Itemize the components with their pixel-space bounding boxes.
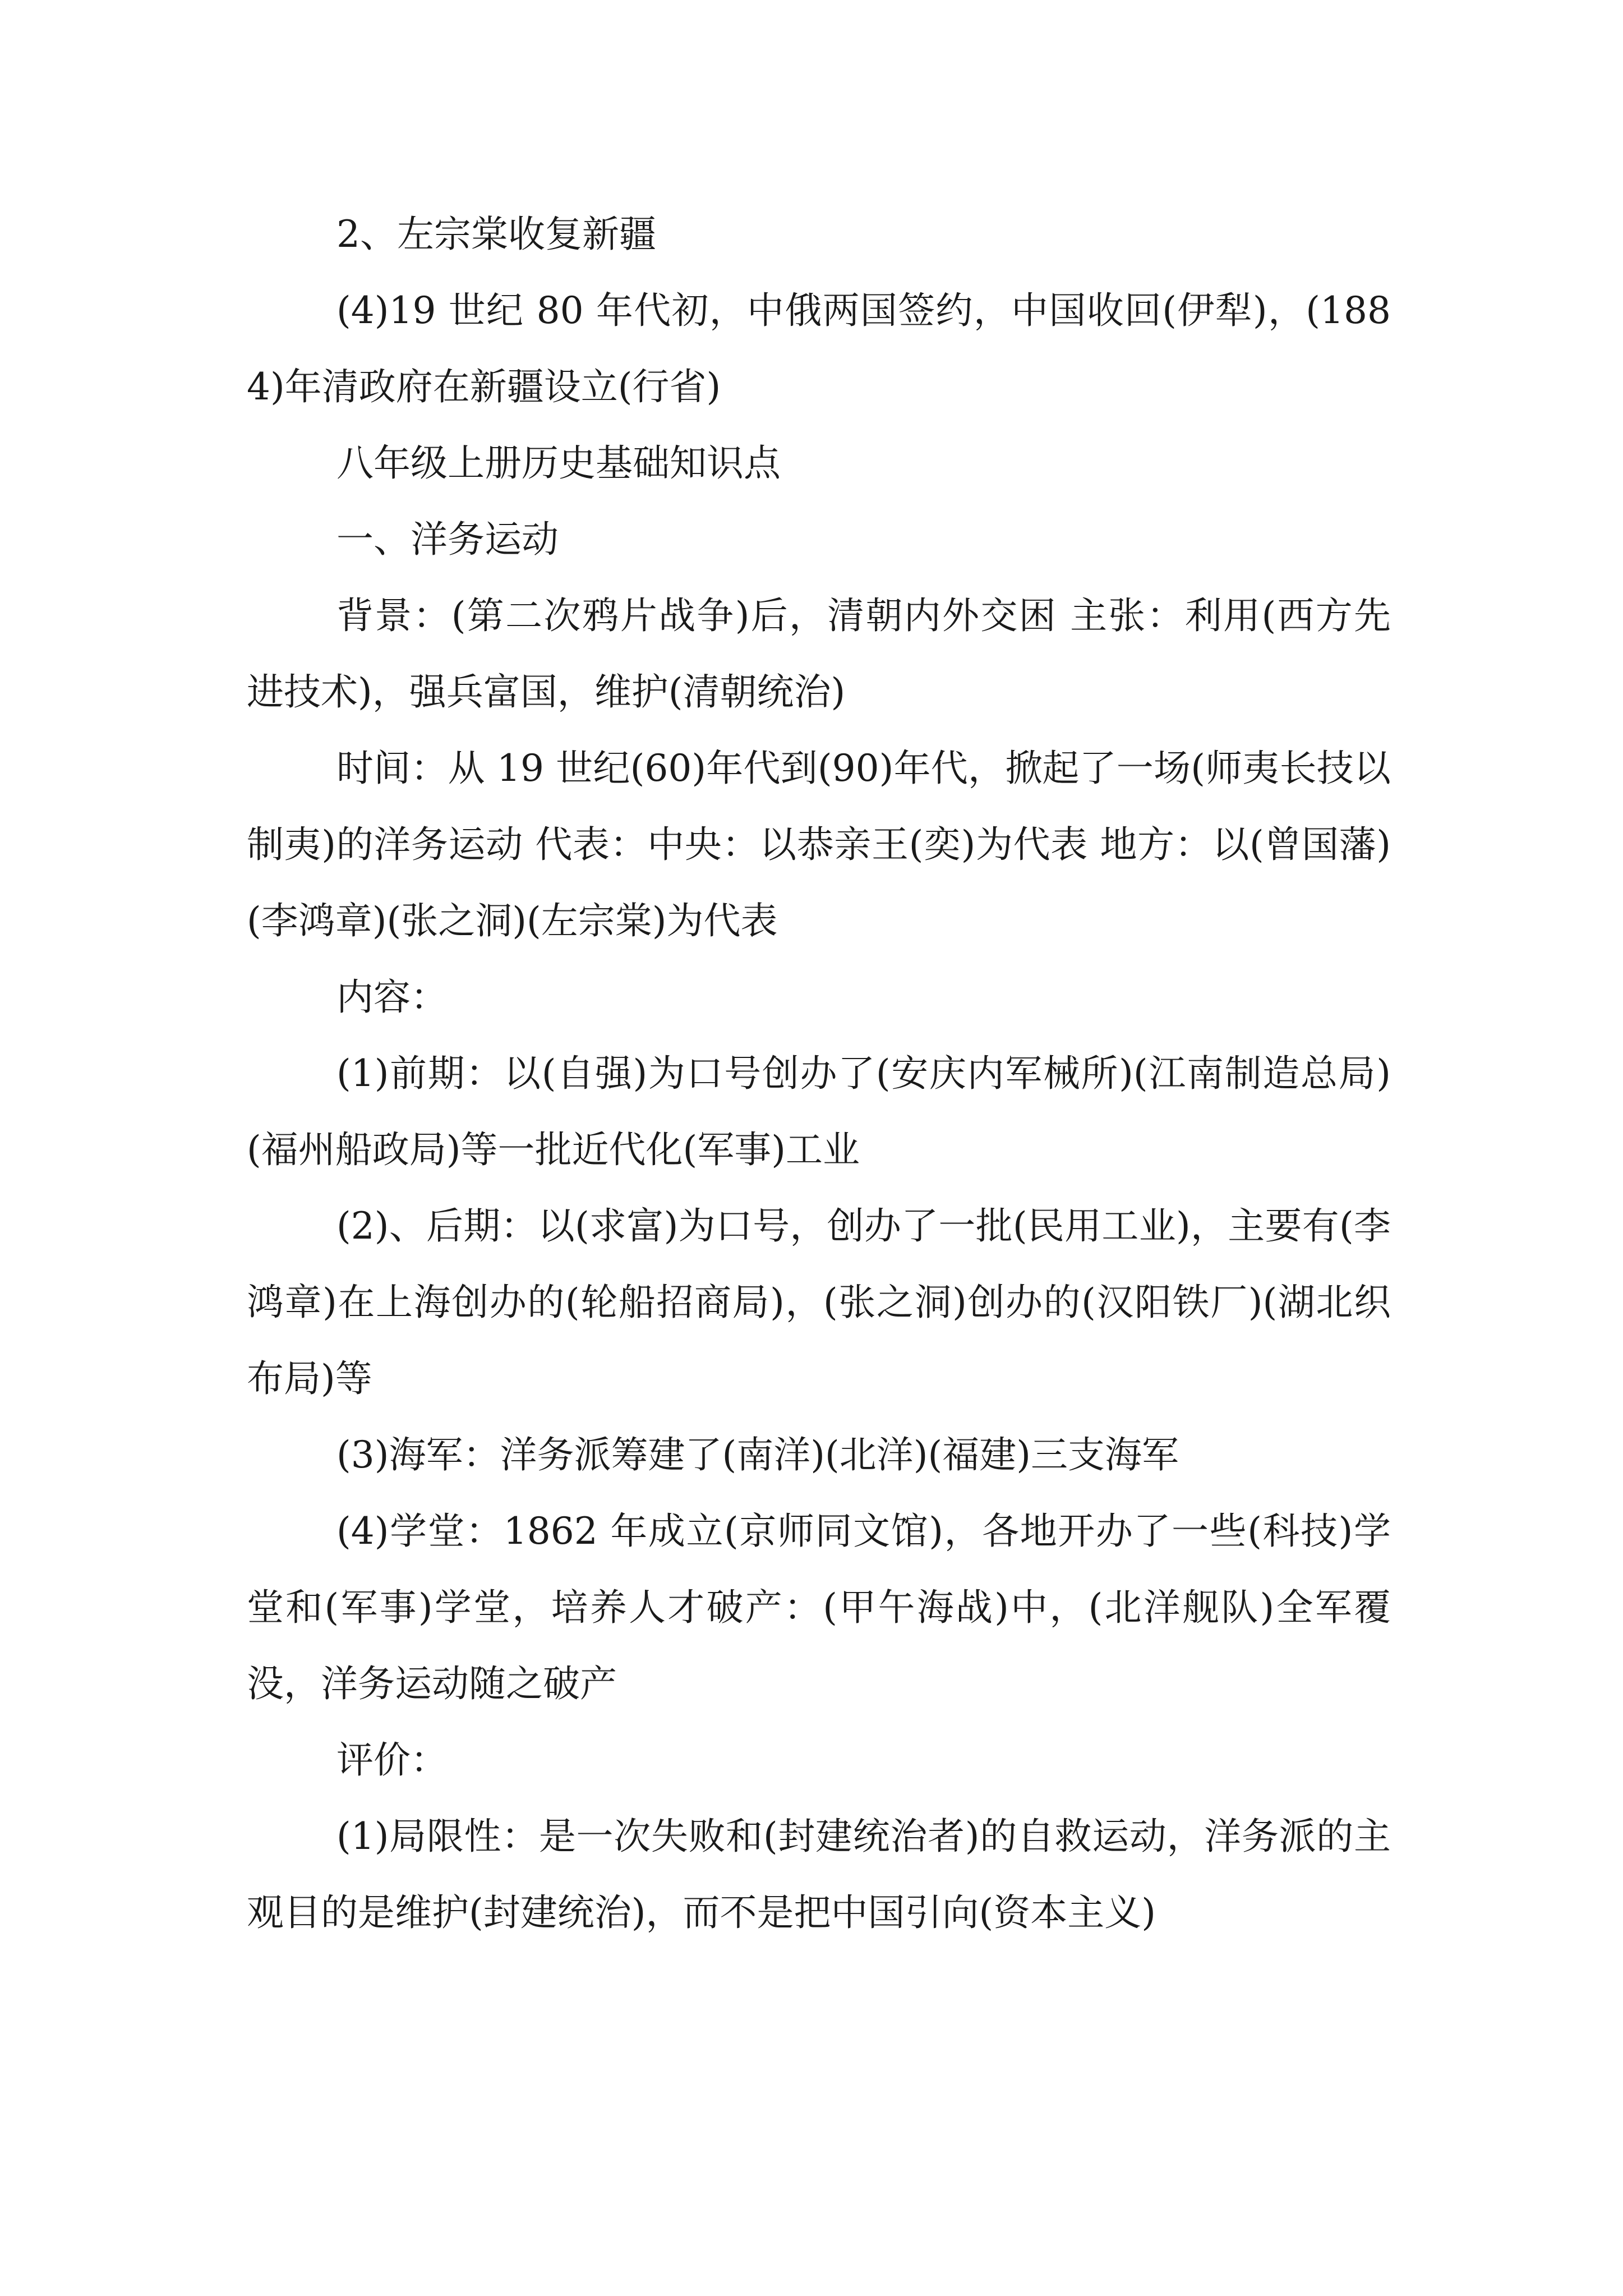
paragraph-yili: (4)19 世纪 80 年代初，中俄两国签约，中国收回(伊犁)，(1884)年清政府在新疆设立(行省) xyxy=(247,289,1391,408)
document-body xyxy=(247,196,1391,1951)
section-heading-westernization: 一、洋务运动 xyxy=(336,518,559,561)
paragraph-limitations: (1)局限性：是一次失败和(封建统治者)的自救运动，洋务派的主观目的是维护(封建统治)，而不是把中国引向(资本主义) xyxy=(247,1815,1391,1934)
paragraph-evaluation-label: 评价： xyxy=(336,1738,448,1782)
paragraph-schools: (4)学堂：1862 年成立(京师同文馆)，各地开办了一些(科技)学堂和(军事)学堂，培养人才破产：(甲午海战)中，(北洋舰队)全军覆没，洋务运动随之破产 xyxy=(247,1510,1391,1705)
paragraph-early-period: (1)前期：以(自强)为口号创办了(安庆内军械所)(江南制造总局)(福州船政局)等一批近代化(军事)工业 xyxy=(247,1052,1391,1171)
paragraph-content-label: 内容： xyxy=(336,976,448,1019)
paragraph-navy: (3)海军：洋务派筹建了(南洋)(北洋)(福建)三支海军 xyxy=(336,1433,1179,1476)
paragraph-time: 时间：从 19 世纪(60)年代到(90)年代，掀起了一场(师夷长技以制夷)的洋务运动 代表：中央：以恭亲王(奕)为代表 地方：以(曾国藩)(李鸿章)(张之洞)(左宗棠)为代表 xyxy=(247,747,1391,942)
document-title: 八年级上册历史基础知识点 xyxy=(336,441,781,485)
paragraph-late-period: (2)、后期：以(求富)为口号，创办了一批(民用工业)，主要有(李鸿章)在上海创办的(轮船招商局)，(张之洞)创办的(汉阳铁厂)(湖北织布局)等 xyxy=(247,1204,1391,1400)
section-heading-xinjiang: 2、左宗棠收复新疆 xyxy=(336,213,656,256)
paragraph-background: 背景：(第二次鸦片战争)后，清朝内外交困 主张：利用(西方先进技术)，强兵富国，维护(清朝统治) xyxy=(247,594,1391,714)
